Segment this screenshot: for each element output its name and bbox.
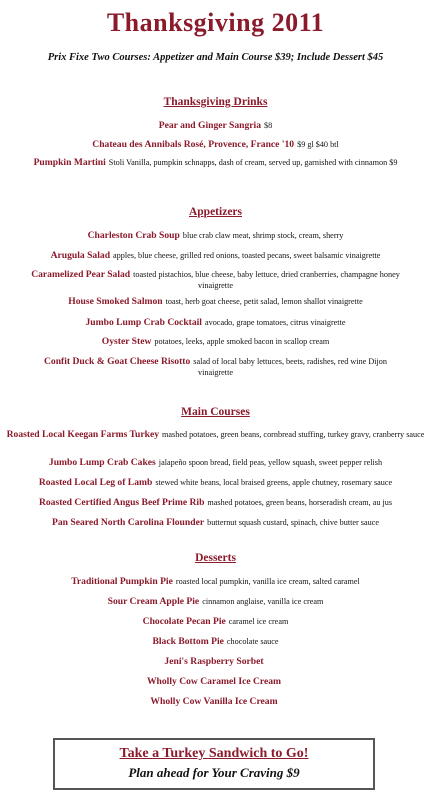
page-title: Thanksgiving 2011 (106, 8, 325, 37)
menu-item (4, 656, 427, 667)
item-name: Sour Cream Apple Pie (107, 596, 200, 607)
menu-item (4, 230, 427, 241)
menu-item (4, 457, 427, 468)
item-desc: cinnamon anglaise, vanilla ice cream (202, 597, 324, 606)
item-desc: Stoli Vanilla, pumpkin schnapps, dash of cream, served up, garnished with cinnamon $9 (108, 158, 398, 167)
item-desc: $9 gl $40 btl (297, 140, 339, 149)
prix-fixe-subtitle: Prix Fixe Two Courses: Appetizer and Main Course $39; Include Dessert $45 (47, 52, 384, 63)
menu-item (4, 336, 427, 347)
menu-item (4, 576, 427, 587)
item-desc: toast, herb goat cheese, petit salad, lemon shallot vinaigrette (165, 297, 363, 306)
menu-item (4, 517, 427, 528)
item-desc: mashed potatoes, green beans, cornbread stuffing, turkey gravy, cranberry sauce (162, 430, 425, 439)
item-name: Traditional Pumpkin Pie (71, 576, 173, 587)
item-name: House Smoked Salmon (68, 296, 163, 307)
turkey-sandwich-promo-box (53, 738, 375, 790)
item-name: Black Bottom Pie (152, 636, 224, 647)
menu-item (4, 317, 427, 328)
item-desc: avocado, grape tomatoes, citrus vinaigrette (204, 318, 346, 327)
menu-item (4, 636, 427, 647)
menu-item (4, 676, 427, 687)
menu-item (24, 269, 407, 291)
menu-item (40, 356, 391, 378)
item-desc: toasted pistachios, blue cheese, baby lettuce, dried cranberries, champagne honey vinaigrette (133, 270, 400, 290)
item-desc: potatoes, leeks, apple smoked bacon in scallop cream (154, 337, 330, 346)
item-desc: apples, blue cheese, grilled red onions, toasted pecans, sweet balsamic vinaigrette (113, 251, 381, 260)
drinks-heading: Thanksgiving Drinks (163, 96, 268, 108)
item-name: Roasted Local Keegan Farms Turkey (6, 429, 160, 440)
item-desc: blue crab claw meat, shrimp stock, cream, sherry (182, 231, 344, 240)
desserts-heading: Desserts (195, 552, 236, 564)
item-name: Oyster Stew (101, 336, 152, 347)
menu-item (4, 596, 427, 607)
menu-item (4, 477, 427, 488)
menu-item (4, 429, 427, 440)
item-name: Wholly Cow Vanilla Ice Cream (150, 696, 278, 707)
item-desc: stewed white beans, local braised greens, apple chutney, rosemary sauce (155, 478, 393, 487)
menu-item (4, 616, 427, 627)
item-desc: jalapeño spoon bread, field peas, yellow squash, sweet pepper relish (158, 458, 383, 467)
promo-title: Take a Turkey Sandwich to Go! (119, 746, 309, 761)
item-name: Pumpkin Martini (33, 157, 106, 168)
item-name: Wholly Cow Caramel Ice Cream (146, 676, 282, 687)
menu-item (4, 250, 427, 261)
appetizers-heading: Appetizers (188, 206, 242, 218)
item-desc: caramel ice cream (228, 617, 289, 626)
item-name: Jumbo Lump Crab Cocktail (85, 317, 202, 328)
item-name: Roasted Local Leg of Lamb (38, 477, 153, 488)
item-desc: chocolate sauce (226, 637, 279, 646)
item-name: Charleston Crab Soup (87, 230, 180, 241)
item-desc: salad of local baby lettuces, beets, radishes, red wine Dijon vinaigrette (193, 357, 387, 377)
menu-item (4, 120, 427, 131)
item-name: Pear and Ginger Sangria (158, 120, 262, 131)
item-desc: butternut squash custard, spinach, chive butter sauce (207, 518, 379, 527)
item-name: Caramelized Pear Salad (31, 269, 131, 280)
item-name: Jeni's Raspberry Sorbet (164, 656, 264, 667)
item-desc: $8 (264, 121, 273, 130)
menu-item (4, 139, 427, 150)
item-desc: roasted local pumpkin, vanilla ice cream, salted caramel (175, 577, 360, 586)
item-name: Arugula Salad (50, 250, 111, 261)
item-desc: mashed potatoes, green beans, horseradish cream, au jus (207, 498, 393, 507)
item-name: Chateau des Annibals Rosé, Provence, France '10 (92, 139, 295, 150)
item-name: Roasted Certified Angus Beef Prime Rib (38, 497, 205, 508)
item-name: Confit Duck & Goat Cheese Risotto (43, 356, 191, 367)
menu-item (4, 497, 427, 508)
mains-heading: Main Courses (181, 406, 250, 418)
menu-item (20, 157, 411, 168)
promo-subtitle: Plan ahead for Your Craving $9 (128, 765, 300, 780)
menu-item (4, 696, 427, 707)
menu-item (4, 296, 427, 307)
item-name: Chocolate Pecan Pie (142, 616, 226, 627)
item-name: Pan Seared North Carolina Flounder (52, 517, 205, 528)
item-name: Jumbo Lump Crab Cakes (48, 457, 156, 468)
